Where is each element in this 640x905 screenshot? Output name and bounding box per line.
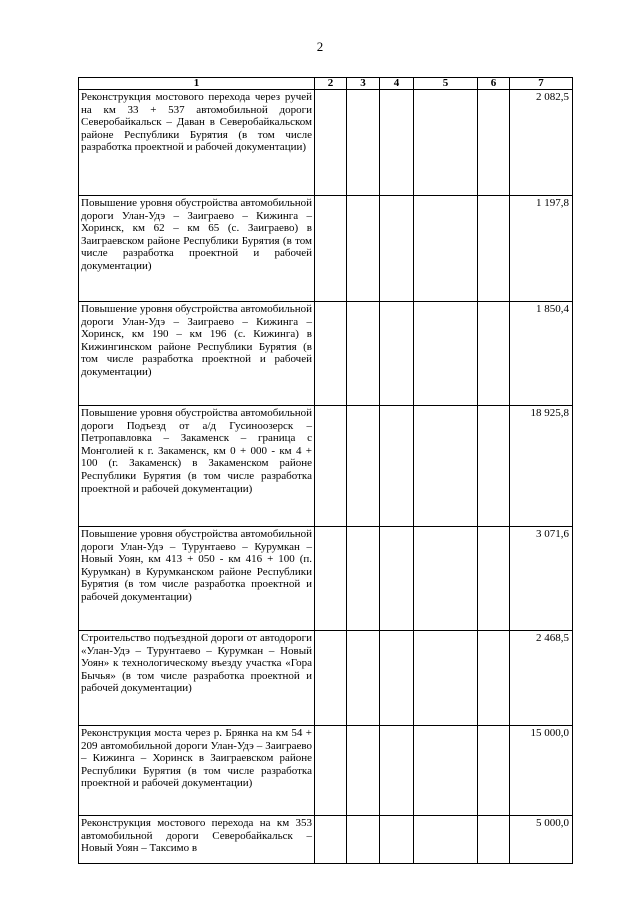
empty-cell bbox=[478, 90, 510, 196]
empty-cell bbox=[478, 726, 510, 816]
table-row bbox=[79, 302, 573, 406]
amount-value: 3 071,6 bbox=[510, 527, 573, 631]
header-cell-4: 4 bbox=[380, 78, 414, 90]
empty-cell bbox=[380, 816, 414, 864]
empty-cell bbox=[347, 527, 380, 631]
empty-cell bbox=[380, 726, 414, 816]
object-name: Повышение уровня обустройства автомобильной дороги Улан-Удэ – Турунтаево – Курумкан – Новый Уоян, км 413 + 050 - км 416 + 100 (п. Курумкан) в Курумканском районе Республики Бурятия (в том числе разработка проектной и рабочей документации) bbox=[79, 527, 315, 631]
empty-cell bbox=[315, 196, 347, 302]
header-cell-3: 3 bbox=[347, 78, 380, 90]
amount-value: 1 197,8 bbox=[510, 196, 573, 302]
empty-cell bbox=[347, 631, 380, 726]
empty-cell bbox=[315, 302, 347, 406]
empty-cell bbox=[315, 816, 347, 864]
empty-cell bbox=[380, 631, 414, 726]
empty-cell bbox=[414, 816, 478, 864]
empty-cell bbox=[414, 406, 478, 527]
empty-cell bbox=[347, 90, 380, 196]
object-name: Реконструкция моста через р. Брянка на км 54 + 209 автомобильной дороги Улан-Удэ – Заиграево – Кижинга – Хоринск в Заиграевском районе Республики Бурятия (в том числе разработка проектной и рабочей документации) bbox=[79, 726, 315, 816]
amount-value: 5 000,0 bbox=[510, 816, 573, 864]
empty-cell bbox=[478, 406, 510, 527]
object-name: Повышение уровня обустройства автомобильной дороги Улан-Удэ – Заиграево – Кижинга – Хоринск, км 62 – км 65 (с. Заиграево) в Заиграевском районе Республики Бурятия (в том числе разработка проектной и рабочей документации) bbox=[79, 196, 315, 302]
object-name: Строительство подъездной дороги от автодороги «Улан-Удэ – Турунтаево – Курумкан – Новый Уоян» к технологическому въезду участка «Гора Бычья» (в том числе разработка проектной и рабочей документации) bbox=[79, 631, 315, 726]
empty-cell bbox=[414, 726, 478, 816]
empty-cell bbox=[347, 816, 380, 864]
table-row bbox=[79, 406, 573, 527]
empty-cell bbox=[414, 302, 478, 406]
empty-cell bbox=[315, 726, 347, 816]
table-row bbox=[79, 726, 573, 816]
header-cell-1: 1 bbox=[79, 78, 315, 90]
empty-cell bbox=[315, 527, 347, 631]
empty-cell bbox=[478, 527, 510, 631]
amount-value: 18 925,8 bbox=[510, 406, 573, 527]
empty-cell bbox=[478, 631, 510, 726]
empty-cell bbox=[414, 196, 478, 302]
header-cell-6: 6 bbox=[478, 78, 510, 90]
header-row bbox=[79, 78, 573, 90]
empty-cell bbox=[315, 90, 347, 196]
amount-value: 15 000,0 bbox=[510, 726, 573, 816]
object-name: Повышение уровня обустройства автомобильной дороги Улан-Удэ – Заиграево – Кижинга – Хоринск, км 190 – км 196 (с. Кижинга) в Кижингинском районе Республики Бурятия (в том числе разработка проектной и рабочей документации) bbox=[79, 302, 315, 406]
empty-cell bbox=[380, 527, 414, 631]
empty-cell bbox=[315, 406, 347, 527]
empty-cell bbox=[347, 406, 380, 527]
header-cell-7: 7 bbox=[510, 78, 573, 90]
empty-cell bbox=[478, 196, 510, 302]
empty-cell bbox=[478, 816, 510, 864]
empty-cell bbox=[347, 302, 380, 406]
empty-cell bbox=[380, 406, 414, 527]
amount-value: 1 850,4 bbox=[510, 302, 573, 406]
table-row bbox=[79, 90, 573, 196]
empty-cell bbox=[414, 631, 478, 726]
empty-cell bbox=[414, 90, 478, 196]
empty-cell bbox=[347, 726, 380, 816]
table-row bbox=[79, 196, 573, 302]
empty-cell bbox=[347, 196, 380, 302]
table-row bbox=[79, 816, 573, 864]
object-name: Повышение уровня обустройства автомобильной дороги Подъезд от а/д Гусиноозерск – Петропавловка – Закаменск – граница с Монголией к г. Закаменск, км 0 + 000 - км 4 + 100 (г. Закаменск) в Закаменском районе Республики Бурятия (в том числе разработка проектной и рабочей документации) bbox=[79, 406, 315, 527]
table-row bbox=[79, 527, 573, 631]
object-name: Реконструкция мостового перехода на км 353 автомобильной дороги Северобайкальск – Новый Уоян – Таксимо в bbox=[79, 816, 315, 864]
page-number: 2 bbox=[316, 39, 324, 54]
empty-cell bbox=[380, 196, 414, 302]
header-cell-2: 2 bbox=[315, 78, 347, 90]
empty-cell bbox=[478, 302, 510, 406]
empty-cell bbox=[315, 631, 347, 726]
budget-table bbox=[78, 77, 573, 864]
empty-cell bbox=[414, 527, 478, 631]
table-row bbox=[79, 631, 573, 726]
amount-value: 2 468,5 bbox=[510, 631, 573, 726]
empty-cell bbox=[380, 90, 414, 196]
empty-cell bbox=[380, 302, 414, 406]
object-name: Реконструкция мостового перехода через ручей на км 33 + 537 автомобильной дороги Северобайкальск – Даван в Северобайкальском районе Республики Бурятия (в том числе разработка проектной и рабочей документации) bbox=[79, 90, 315, 196]
header-cell-5: 5 bbox=[414, 78, 478, 90]
amount-value: 2 082,5 bbox=[510, 90, 573, 196]
